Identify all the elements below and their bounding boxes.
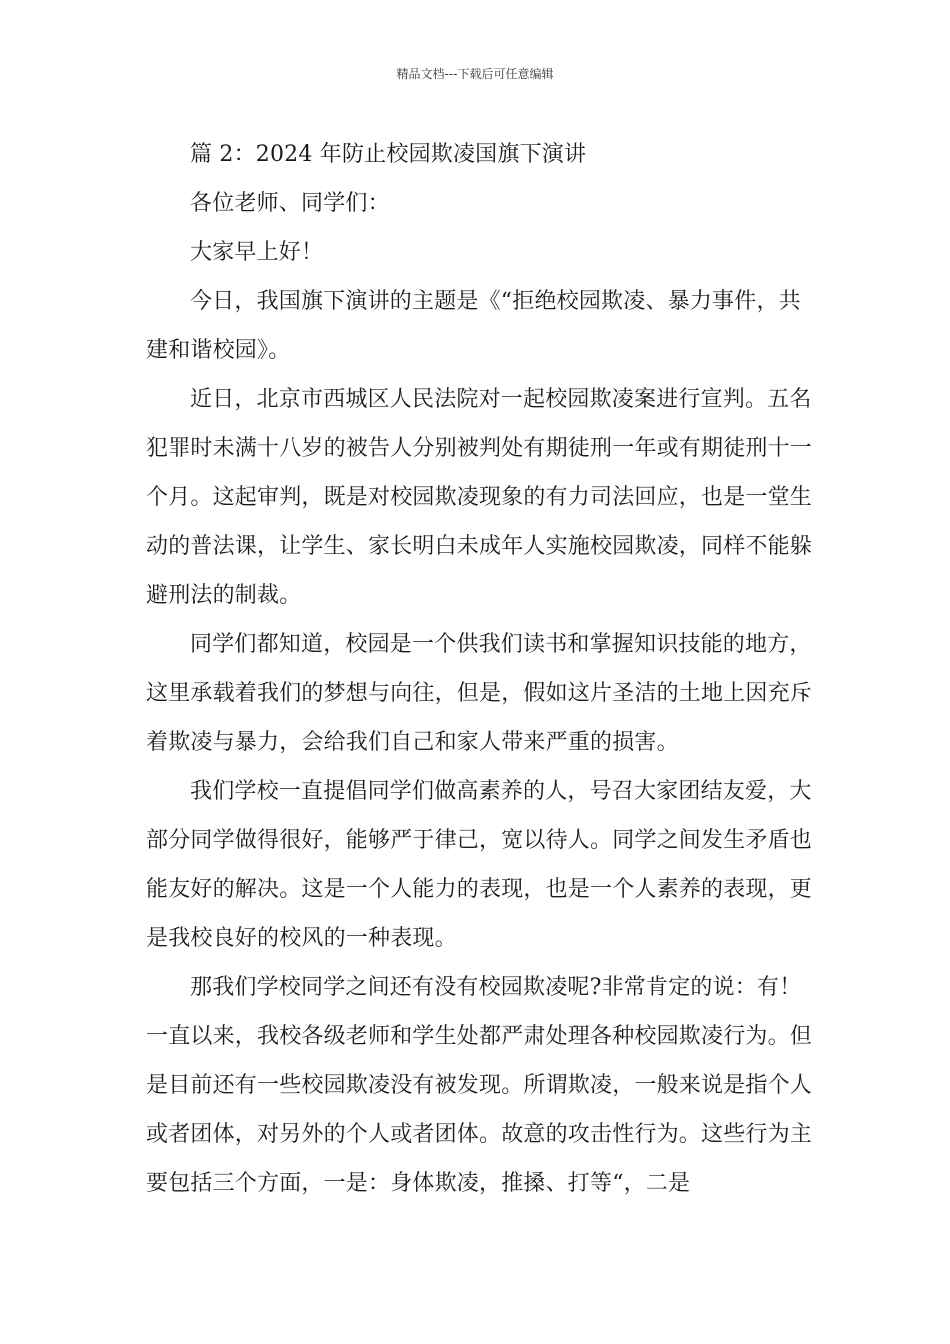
paragraph: 那我们学校同学之间还有没有校园欺凌呢?非常肯定的说：有！一直以来，我校各级老师和学生处都严肃处理各种校园欺凌行为。但是目前还有一些校园欺凌没有被发现。所谓欺凌，一般来说是指个人或者团体，对另外的个人或者团体。故意的攻击性行为。这些行为主要包括三个方面，一是：身体欺凌，推搡、打等“，二是	[146, 975, 813, 1196]
page-header: 精品文档---下载后可任意编辑	[396, 67, 554, 81]
paragraph: 近日，北京市西城区人民法院对一起校园欺凌案进行宣判。五名犯罪时未满十八岁的被告人分别被判处有期徒刑一年或有期徒刑十一个月。这起审判，既是对校园欺凌现象的有力司法回应，也是一堂生动的普法课，让学生、家长明白未成年人实施校园欺凌，同样不能躲避刑法的制裁。	[146, 387, 813, 608]
salutation: 各位老师、同学们：	[190, 191, 390, 216]
greeting: 大家早上好！	[190, 240, 324, 265]
paragraph: 同学们都知道，校园是一个供我们读书和掌握知识技能的地方，这里承载着我们的梦想与向往，但是，假如这片圣洁的土地上因充斥着欺凌与暴力，会给我们自己和家人带来严重的损害。	[146, 632, 813, 755]
paragraph: 我们学校一直提倡同学们做高素养的人，号召大家团结友爱，大部分同学做得很好，能够严于律己，宽以待人。同学之间发生矛盾也能友好的解决。这是一个人能力的表现，也是一个人素养的表现，更是我校良好的校风的一种表现。	[146, 779, 813, 951]
document-title: 篇 2：2024 年防止校园欺凌国旗下演讲	[190, 142, 587, 167]
document-body	[146, 130, 822, 1208]
paragraph: 今日，我国旗下演讲的主题是《“拒绝校园欺凌、暴力事件，共建和谐校园》。	[146, 289, 801, 363]
